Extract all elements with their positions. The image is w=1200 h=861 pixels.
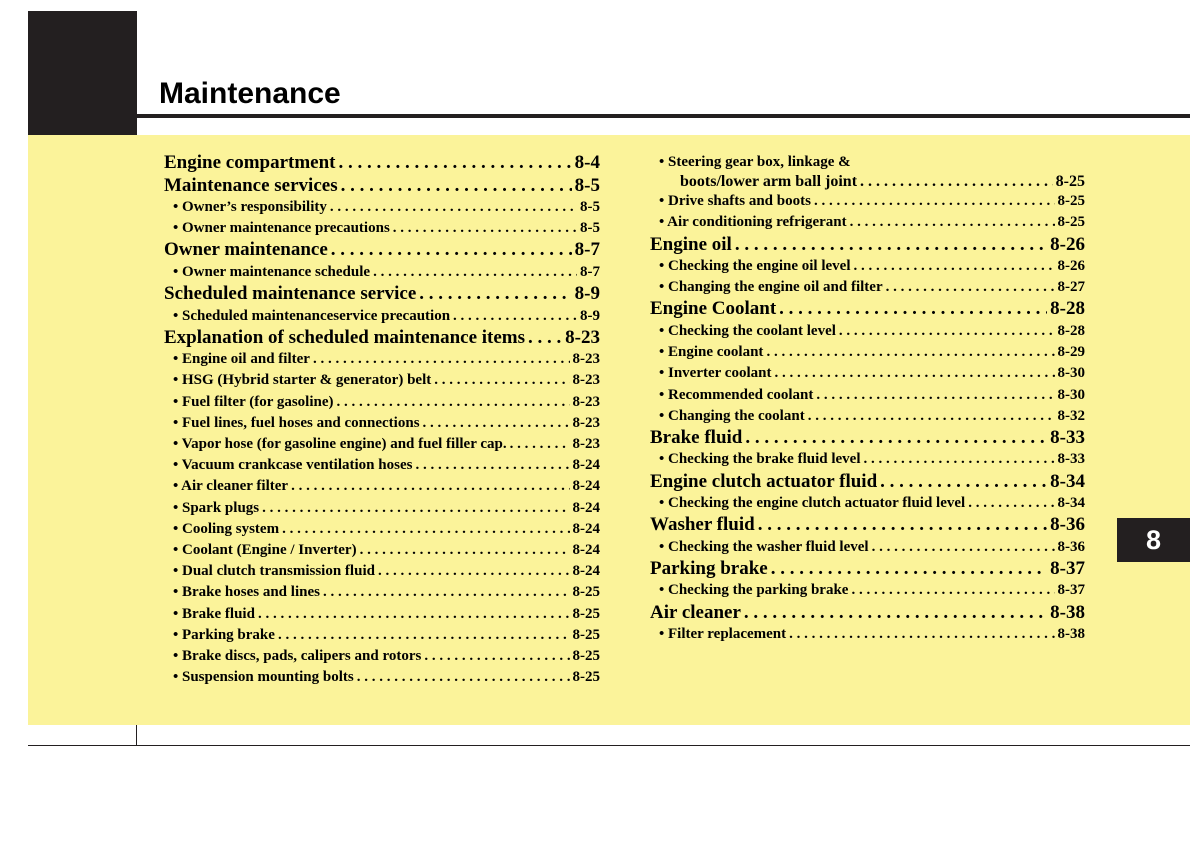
toc-entry-label: • Checking the engine clutch actuator fluid level bbox=[659, 495, 966, 512]
dot-leader bbox=[860, 173, 1053, 191]
toc-entry-label: • Coolant (Engine / Inverter) bbox=[173, 541, 357, 558]
toc-entry-page: 8-26 bbox=[1057, 258, 1085, 275]
toc-entry-label: Owner maintenance bbox=[164, 239, 328, 261]
toc-entry-label: • Checking the washer fluid level bbox=[659, 538, 869, 555]
toc-entry-page: 8-36 bbox=[1050, 514, 1085, 536]
dot-leader bbox=[378, 561, 570, 582]
toc-entry-page: 8-37 bbox=[1057, 582, 1085, 599]
dot-leader bbox=[424, 646, 569, 667]
dot-leader bbox=[968, 493, 1054, 514]
toc-entry-label: • Owner’s responsibility bbox=[173, 199, 327, 215]
toc-entry[interactable] bbox=[650, 427, 1085, 450]
toc-entry[interactable] bbox=[164, 582, 600, 603]
dot-leader bbox=[262, 498, 569, 519]
toc-entry[interactable] bbox=[164, 239, 600, 262]
toc-entry-label: • Fuel lines, fuel hoses and connections bbox=[173, 414, 420, 431]
toc-entry-label: • Filter replacement bbox=[659, 626, 787, 643]
dot-leader bbox=[341, 175, 572, 198]
toc-entry-page: 8-4 bbox=[574, 152, 600, 173]
toc-entry-label: • Air cleaner filter bbox=[173, 478, 289, 495]
toc-entry[interactable] bbox=[164, 175, 600, 198]
dot-leader bbox=[839, 321, 1055, 342]
dot-leader bbox=[771, 558, 1047, 581]
toc-entry-page: 8-32 bbox=[1057, 407, 1085, 424]
toc-entry[interactable] bbox=[164, 646, 600, 667]
toc-entry[interactable] bbox=[650, 580, 1085, 601]
toc-entry-page: 8-26 bbox=[1050, 233, 1085, 255]
toc-entry-label: • Air conditioning refrigerant bbox=[659, 214, 847, 231]
toc-entry[interactable] bbox=[164, 392, 600, 413]
dot-leader bbox=[393, 218, 577, 239]
toc-entry-page: 8-25 bbox=[1055, 173, 1085, 191]
toc-entry-label: • Fuel filter (for gasoline) bbox=[173, 393, 334, 410]
title-underline bbox=[136, 114, 1190, 118]
toc-entry-label: • Engine oil and filter bbox=[173, 351, 310, 368]
toc-entry[interactable] bbox=[650, 493, 1085, 514]
toc-entry[interactable] bbox=[164, 283, 600, 306]
dot-leader bbox=[850, 212, 1055, 233]
toc-entry-label: Maintenance services bbox=[164, 174, 338, 196]
dot-leader bbox=[415, 455, 569, 476]
toc-entry-page: 8-27 bbox=[1057, 279, 1085, 296]
toc-entry-label: • Recommended coolant bbox=[659, 386, 814, 403]
toc-entry-page: 8-25 bbox=[572, 669, 600, 686]
toc-entry-label: • Drive shafts and boots bbox=[659, 193, 811, 210]
dot-leader bbox=[872, 537, 1055, 558]
toc-entry-label: • Changing the engine oil and filter bbox=[659, 279, 883, 296]
toc-entry-page: 8-33 bbox=[1050, 426, 1085, 448]
toc-entry-label: • Checking the coolant level bbox=[659, 322, 836, 339]
toc-entry[interactable] bbox=[164, 197, 600, 218]
toc-entry-page: 8-36 bbox=[1057, 538, 1085, 555]
toc-entry[interactable] bbox=[164, 519, 600, 540]
dot-leader bbox=[816, 385, 1054, 406]
toc-entry-label: Washer fluid bbox=[650, 514, 755, 536]
toc-entry[interactable] bbox=[650, 624, 1085, 645]
dot-leader bbox=[854, 256, 1055, 277]
dot-leader bbox=[331, 239, 572, 262]
dot-leader bbox=[864, 449, 1055, 470]
toc-entry[interactable] bbox=[164, 476, 600, 497]
dot-leader bbox=[291, 476, 569, 497]
toc-entry-page: 8-25 bbox=[1057, 214, 1085, 231]
toc-entry[interactable] bbox=[650, 298, 1085, 321]
chapter-header-block bbox=[28, 11, 136, 135]
dot-leader bbox=[814, 191, 1055, 212]
dot-leader bbox=[282, 519, 569, 540]
toc-entry[interactable] bbox=[650, 173, 1085, 191]
chapter-tab[interactable]: 8 bbox=[1117, 518, 1190, 562]
toc-entry-page: 8-25 bbox=[1057, 193, 1085, 210]
toc-entry[interactable] bbox=[164, 498, 600, 519]
toc-entry[interactable] bbox=[650, 234, 1085, 257]
toc-entry-label: boots/lower arm ball joint bbox=[680, 173, 858, 191]
toc-entry[interactable] bbox=[650, 152, 1085, 173]
toc-entry[interactable] bbox=[164, 262, 600, 283]
toc-entry-page: 8-9 bbox=[574, 283, 600, 305]
toc-entry[interactable] bbox=[650, 449, 1085, 470]
toc-entry-page: 8-5 bbox=[574, 174, 600, 196]
toc-entry-page: 8-9 bbox=[580, 307, 600, 324]
toc-entry-label: • Engine coolant bbox=[659, 344, 764, 361]
toc-entry-label: Engine oil bbox=[650, 233, 732, 255]
toc-entry-label: Brake fluid bbox=[650, 426, 743, 448]
bottom-rule bbox=[28, 745, 1190, 746]
toc-entry-page: 8-23 bbox=[572, 393, 600, 410]
dot-leader bbox=[880, 471, 1047, 494]
toc-entry-page: 8-24 bbox=[572, 478, 600, 495]
toc-entry[interactable] bbox=[650, 514, 1085, 537]
toc-entry-label: • Owner maintenance schedule bbox=[173, 263, 371, 280]
dot-leader bbox=[789, 624, 1054, 645]
toc-entry-label: • HSG (Hybrid starter & generator) belt bbox=[173, 372, 432, 389]
toc-entry[interactable] bbox=[164, 625, 600, 646]
toc-entry-label: • Scheduled maintenanceservice precaution bbox=[173, 307, 451, 324]
toc-entry-page: 8-5 bbox=[580, 220, 600, 237]
toc-entry[interactable] bbox=[650, 277, 1085, 298]
toc-entry-label: • Checking the engine oil level bbox=[659, 258, 851, 275]
toc-entry-page: 8-24 bbox=[572, 499, 600, 516]
toc-entry-page: 8-25 bbox=[572, 647, 600, 664]
toc-entry-label: Engine clutch actuator fluid bbox=[650, 470, 878, 492]
dot-leader bbox=[337, 392, 570, 413]
dot-leader bbox=[323, 582, 570, 603]
toc-entry-page: 8-38 bbox=[1057, 626, 1085, 643]
dot-leader bbox=[330, 197, 577, 218]
toc-entry-label: • Brake discs, pads, calipers and rotors bbox=[173, 647, 422, 664]
dot-leader bbox=[258, 604, 570, 625]
toc-entry-page: 8-28 bbox=[1050, 298, 1085, 320]
dot-leader bbox=[758, 514, 1047, 537]
toc-entry[interactable] bbox=[164, 327, 600, 350]
dot-leader bbox=[851, 580, 1054, 601]
toc-entry[interactable] bbox=[164, 561, 600, 582]
dot-leader bbox=[419, 283, 571, 306]
toc-entry[interactable] bbox=[164, 306, 600, 327]
toc-entry-label: Explanation of scheduled maintenance items bbox=[164, 326, 526, 348]
toc-entry[interactable] bbox=[164, 455, 600, 476]
dot-leader bbox=[766, 342, 1054, 363]
toc-entry-label: • Vacuum crankcase ventilation hoses bbox=[173, 457, 413, 474]
page-title: Maintenance bbox=[159, 77, 341, 110]
toc-entry-page: 8-24 bbox=[572, 457, 600, 474]
toc-entry-page: 8-23 bbox=[565, 326, 600, 348]
toc-right-column bbox=[650, 152, 1085, 645]
dot-leader bbox=[373, 262, 577, 283]
toc-entry-page: 8-7 bbox=[574, 239, 600, 261]
toc-entry-page: 8-37 bbox=[1050, 557, 1085, 579]
dot-leader bbox=[339, 152, 572, 175]
toc-entry[interactable] bbox=[650, 212, 1085, 233]
dot-leader bbox=[779, 298, 1047, 321]
dot-leader bbox=[528, 327, 562, 350]
toc-entry-label: • Brake fluid bbox=[173, 605, 255, 622]
toc-entry-label: • Inverter coolant bbox=[659, 365, 772, 382]
toc-entry[interactable] bbox=[650, 602, 1085, 625]
toc-entry-label: Parking brake bbox=[650, 557, 768, 579]
toc-entry[interactable] bbox=[650, 342, 1085, 363]
toc-entry-page: 8-25 bbox=[572, 626, 600, 643]
toc-entry-page: 8-23 bbox=[572, 436, 600, 452]
toc-entry[interactable] bbox=[164, 667, 600, 688]
toc-entry-page: 8-30 bbox=[1057, 386, 1085, 403]
toc-entry-label: • Checking the parking brake bbox=[659, 582, 849, 599]
toc-entry-page: 8-25 bbox=[572, 584, 600, 601]
toc-entry[interactable] bbox=[164, 152, 600, 175]
toc-entry[interactable] bbox=[650, 406, 1085, 427]
toc-entry[interactable] bbox=[650, 191, 1085, 212]
toc-entry-label: Air cleaner bbox=[650, 601, 741, 623]
dot-leader bbox=[313, 349, 570, 370]
toc-entry-page: 8-28 bbox=[1057, 322, 1085, 339]
toc-entry[interactable] bbox=[650, 321, 1085, 342]
toc-entry-page: 8-29 bbox=[1057, 344, 1085, 361]
toc-left-column bbox=[164, 152, 600, 688]
toc-entry-page: 8-24 bbox=[572, 563, 600, 580]
dot-leader bbox=[886, 277, 1055, 298]
toc-entry-page: 8-7 bbox=[580, 263, 600, 280]
dot-leader bbox=[745, 427, 1047, 450]
toc-entry[interactable] bbox=[650, 385, 1085, 406]
toc-entry-label: • Dual clutch transmission fluid bbox=[173, 563, 375, 580]
toc-entry-label: • Steering gear box, linkage & bbox=[659, 154, 851, 170]
toc-entry-page: 8-30 bbox=[1057, 365, 1085, 382]
toc-entry-label: Engine compartment bbox=[164, 152, 336, 173]
toc-entry-page: 8-38 bbox=[1050, 601, 1085, 623]
toc-entry[interactable] bbox=[164, 370, 600, 391]
toc-entry[interactable] bbox=[164, 604, 600, 625]
toc-entry-label: Scheduled maintenance service bbox=[164, 283, 417, 305]
toc-entry-page: 8-23 bbox=[572, 414, 600, 431]
toc-entry-page: 8-33 bbox=[1057, 451, 1085, 468]
dot-leader bbox=[278, 625, 570, 646]
toc-entry-page: 8-34 bbox=[1057, 495, 1085, 512]
toc-entry-label: • Changing the coolant bbox=[659, 407, 805, 424]
dot-leader bbox=[774, 363, 1054, 384]
toc-entry-label: • Vapor hose (for gasoline engine) and fuel filler cap. bbox=[173, 436, 507, 452]
toc-entry-label: Engine Coolant bbox=[650, 298, 777, 320]
dot-leader bbox=[357, 667, 570, 688]
toc-entry[interactable] bbox=[650, 471, 1085, 494]
toc-entry[interactable] bbox=[164, 349, 600, 370]
toc-entry-page: 8-23 bbox=[572, 372, 600, 389]
toc-entry[interactable] bbox=[650, 256, 1085, 277]
toc-entry[interactable] bbox=[650, 558, 1085, 581]
toc-entry-page: 8-24 bbox=[572, 541, 600, 558]
toc-entry[interactable] bbox=[164, 434, 600, 455]
dot-leader bbox=[510, 434, 570, 455]
toc-entry-label: • Owner maintenance precautions bbox=[173, 220, 390, 237]
toc-entry-label: • Cooling system bbox=[173, 520, 280, 537]
dot-leader bbox=[423, 413, 570, 434]
dot-leader bbox=[808, 406, 1055, 427]
toc-entry-page: 8-23 bbox=[572, 351, 600, 368]
dot-leader bbox=[360, 540, 570, 561]
toc-entry[interactable] bbox=[164, 413, 600, 434]
toc-entry-label: • Checking the brake fluid level bbox=[659, 451, 861, 468]
toc-entry-label: • Suspension mounting bolts bbox=[173, 669, 354, 686]
toc-entry-page: 8-24 bbox=[572, 520, 600, 537]
toc-entry[interactable] bbox=[164, 540, 600, 561]
toc-entry-label: • Spark plugs bbox=[173, 499, 260, 516]
dot-leader bbox=[434, 370, 569, 391]
dot-leader bbox=[744, 602, 1047, 625]
toc-entry[interactable] bbox=[164, 218, 600, 239]
toc-entry[interactable] bbox=[650, 363, 1085, 384]
toc-entry-page: 8-5 bbox=[580, 199, 600, 215]
toc-entry-page: 8-34 bbox=[1050, 470, 1085, 492]
dot-leader bbox=[735, 234, 1047, 257]
toc-entry-label: • Parking brake bbox=[173, 626, 275, 643]
dot-leader bbox=[453, 306, 577, 327]
toc-entry-page: 8-25 bbox=[572, 605, 600, 622]
toc-entry-label: • Brake hoses and lines bbox=[173, 584, 320, 601]
toc-entry[interactable] bbox=[650, 537, 1085, 558]
